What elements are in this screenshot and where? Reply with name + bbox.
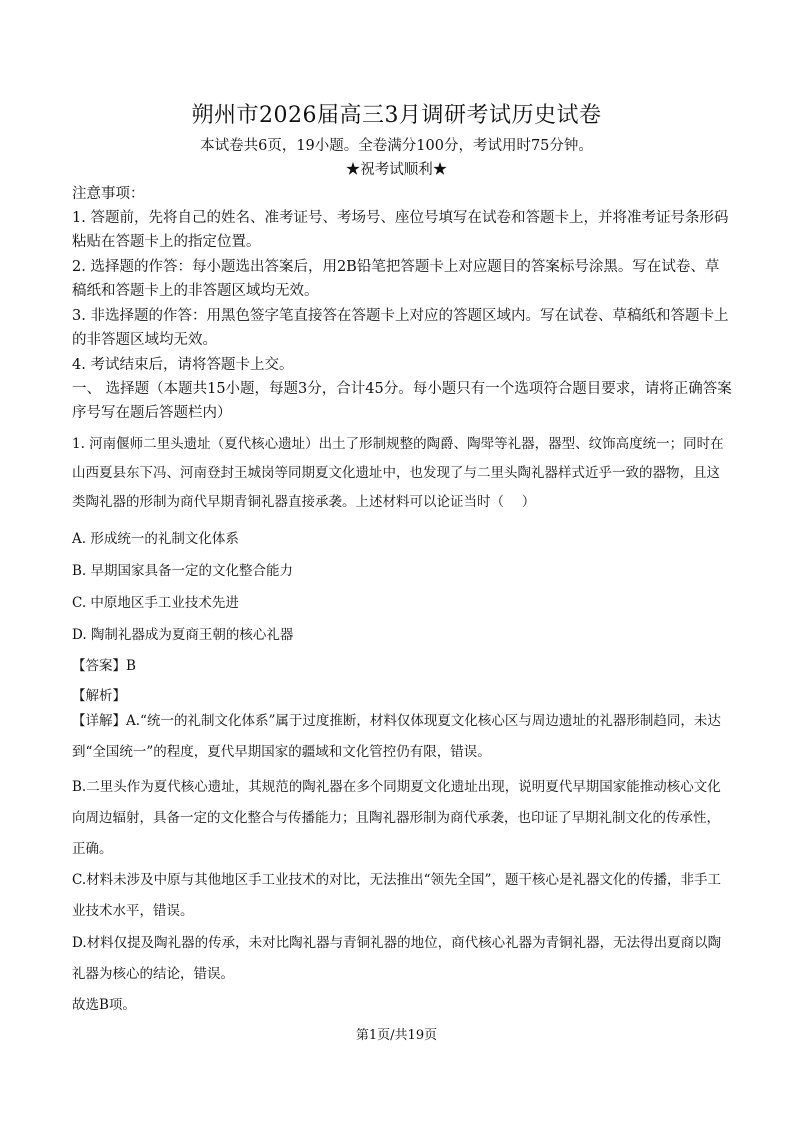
option-b: B. 早期国家具备一定的文化整合能力	[72, 563, 294, 579]
notice-item: 2. 选择题的作答：每小题选出答案后，用2B铅笔把答题卡上对应题目的答案标号涂黑。写在试卷、草稿纸和答题卡上的非答题区域均无效。	[72, 259, 720, 299]
section-heading: 一、 选择题（本题共15小题，每题3分，合计45分。每小题只有一个选项符合题目要求，请将正确答案序号写在题后答题栏内）	[72, 381, 732, 421]
analysis-paragraph: D.材料仅提及陶礼器的传承，未对比陶礼器与青铜礼器的地位，商代核心礼器为青铜礼器，无法得出夏商以陶礼器为核心的结论，错误。	[72, 935, 722, 982]
page-footer: 第1页/共19页	[355, 1028, 438, 1043]
option-a: A. 形成统一的礼制文化体系	[72, 531, 239, 547]
notice-item: 1. 答题前，先将自己的姓名、准考证号、考场号、座位号填写在试卷和答题卡上，并将准考证号条形码粘贴在答题卡上的指定位置。	[72, 210, 729, 250]
answer-line: 【答案】B	[72, 658, 136, 674]
analysis-paragraph: C.材料未涉及中原与其他地区手工业技术的对比，无法推出“领先全国”，题干核心是礼器文化的传播，非手工业技术水平，错误。	[72, 872, 721, 919]
good-luck-line: ★祝考试顺利★	[345, 162, 448, 178]
question-stem: 1. 河南偃师二里头遗址（夏代核心遗址）出土了形制规整的陶爵、陶斝等礼器，器型、纹饰高度统一；同时在山西夏县东下冯、河南登封王城岗等同期夏文化遗址中，也发现了与二里头陶礼器样式近乎一致的器物，且这类陶礼器的形制为商代早期青铜礼器直接承袭。上述材料可以论证当时（ ）	[72, 436, 724, 510]
notice-item: 3. 非选择题的作答：用黑色签字笔直接答在答题卡上对应的答题区域内。写在试卷、草稿纸和答题卡上的非答题区域均无效。	[72, 308, 729, 348]
exam-info: 本试卷共6页，19小题。全卷满分100分，考试用时75分钟。	[200, 138, 593, 154]
notice-heading: 注意事项：	[72, 186, 145, 202]
analysis-label: 【解析】	[72, 688, 126, 704]
notice-item: 4. 考试结束后，请将答题卡上交。	[72, 357, 294, 373]
analysis-paragraph: 【详解】A.“统一的礼制文化体系”属于过度推断，材料仅体现夏文化核心区与周边遗址的礼器形制趋同，未达到“全国统一”的程度，夏代早期国家的疆域和文化管控仍有限，错误。	[72, 713, 721, 760]
analysis-conclusion: 故选B项。	[72, 997, 136, 1013]
analysis-paragraph: B.二里头作为夏代核心遗址，其规范的陶礼器在多个同期夏文化遗址出现，说明夏代早期国家能推动核心文化向周边辐射，具备一定的文化整合与传播能力；且陶礼器形制为商代承袭，也印证了早期礼制文化的传承性，正确。	[72, 779, 721, 857]
page-title: 朔州市2026届高三3月调研考试历史试卷	[191, 103, 602, 128]
option-d: D. 陶制礼器成为夏商王朝的核心礼器	[72, 627, 294, 643]
option-c: C. 中原地区手工业技术先进	[72, 595, 239, 611]
